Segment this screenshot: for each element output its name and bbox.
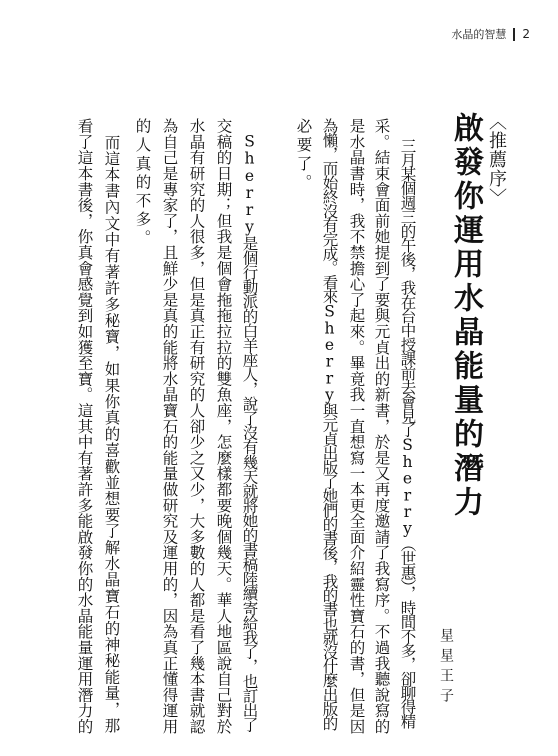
running-header: [451, 26, 530, 42]
body-line-1: 三月某個週三的午後，我在台中授課前去會見了Sherry（世惠），時間不多，卻聊得精: [398, 138, 417, 728]
body-line-10: 的人真的不多。: [133, 118, 152, 249]
body-line-5: 必要了。: [294, 118, 313, 193]
foreword-tag: 〈推薦序〉: [486, 112, 507, 207]
body-line-3: 是水晶書時，我不禁擔心了起來。畢竟我一直想寫一本更全面介紹靈性寶石的書，但是因: [347, 118, 366, 735]
article-title: 啟發你運用水晶能量的潛力: [448, 112, 483, 520]
author-signature: 星星王子: [438, 628, 454, 708]
body-line-7: 交稿的日期；但我是個會拖拖拉拉的雙魚座，怎麼樣都要晚個幾天。華人地區說自己對於: [214, 118, 233, 735]
body-line-8: 水晶有研究的人很多，但是真正有研究的人卻少之又少，大多數的人都是看了幾本書就認: [187, 118, 206, 735]
running-header-book-title: 水晶的智慧: [451, 28, 507, 41]
body-line-6: Sherry是個行動派的白羊座人，說了沒有幾天就將她的書稿陸續寄給我了，也訂出了: [240, 118, 259, 732]
body-line-2: 采。結束會面前她提到了要與元貞出的新書，於是又再度邀請了我寫序。不過我聽說寫的: [372, 118, 391, 735]
body-line-12: 看了這本書後，你真會感覺到如獲至寶。這其中有著許多能啟發你的水晶能量運用潛力的: [75, 118, 94, 735]
body-line-9: 為自己是專家了，且鮮少是真的能將水晶寶石的能量做研究及運用的，因為真正懂得運用: [160, 118, 179, 735]
body-line-11: 而這本書內文中有著許多秘寶，如果你真的喜歡並想要了解水晶寶石的神秘能量，那: [102, 118, 121, 734]
page-number: 2: [522, 27, 530, 41]
body-line-4: 為懶，而始終沒有完成。看來Sherry與元貞出版了她們的書後，我的書也就沒什麼出版的: [320, 118, 339, 730]
header-divider: [513, 28, 515, 41]
